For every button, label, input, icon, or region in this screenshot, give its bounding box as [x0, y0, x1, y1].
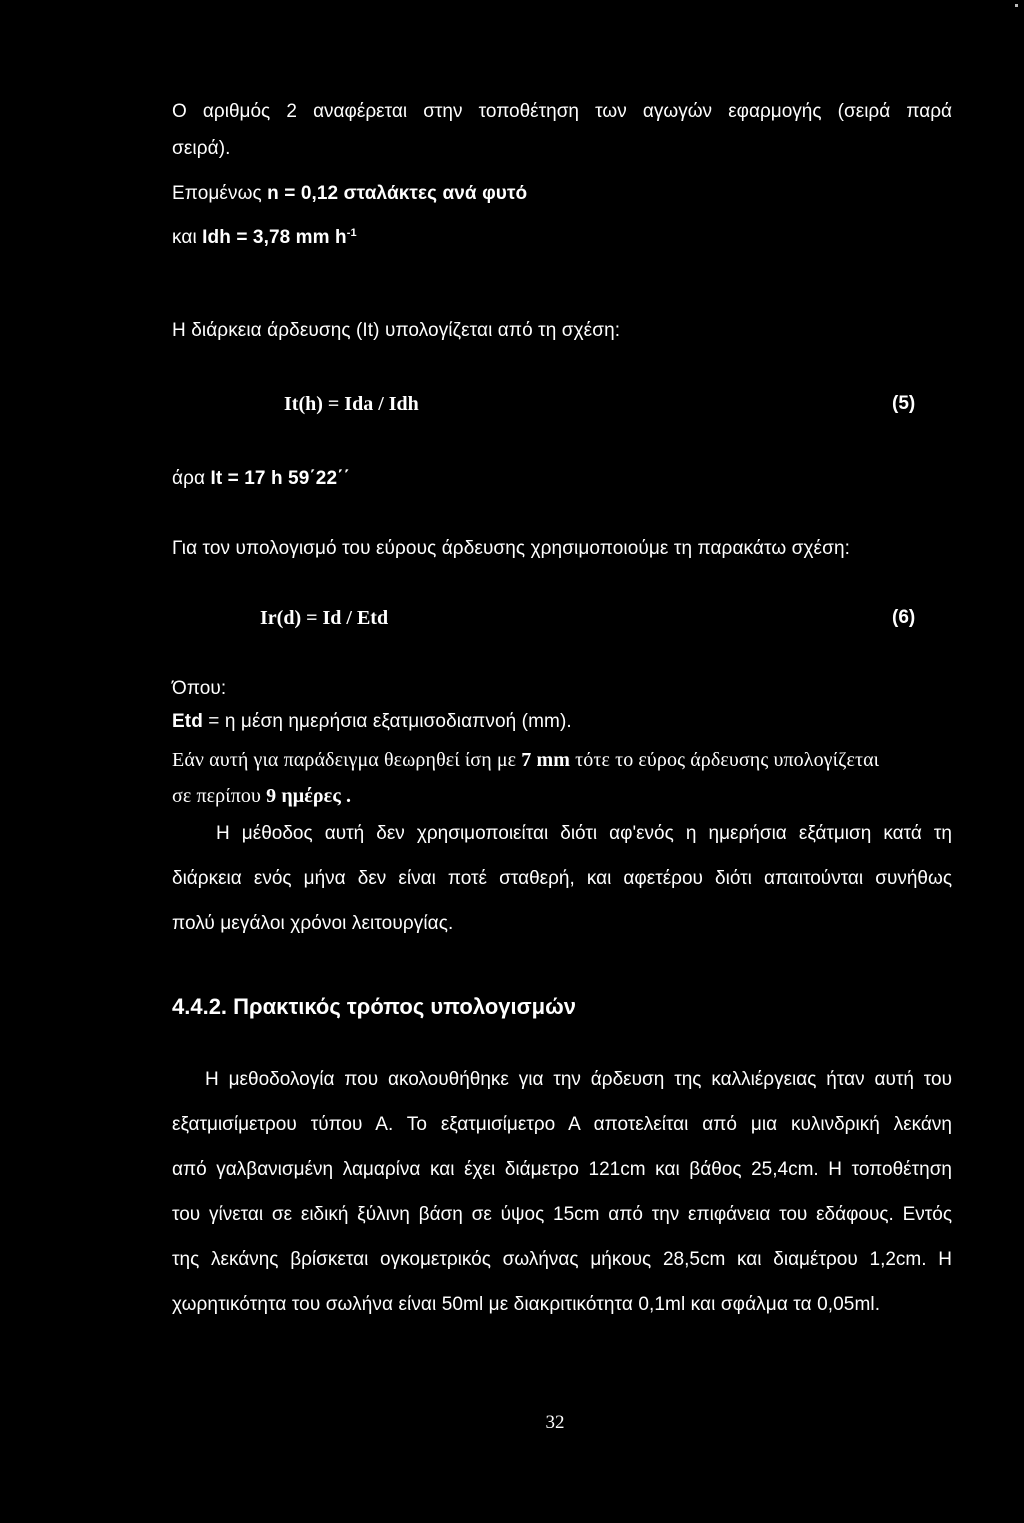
paragraph-line: Η μεθοδολογία που ακολουθήθηκε για την άρδευση της καλλιέργειας ήταν αυτή του	[205, 1069, 952, 1090]
example-text: .	[340, 785, 352, 807]
etd-definition	[172, 710, 572, 734]
example-text: σε περίπου	[172, 785, 267, 807]
paragraph-line: διάρκεια ενός μήνα δεν είναι ποτέ σταθερή, και αφετέρου διότι απαιτούνται συνήθως	[172, 868, 952, 889]
example-value: 7 mm	[521, 749, 571, 771]
duration-result	[172, 467, 350, 491]
paragraph-line: πολύ μεγάλοι χρόνοι λειτουργίας.	[172, 913, 454, 934]
duration-intro: Η διάρκεια άρδευσης (It) υπολογίζεται από τη σχέση:	[172, 320, 621, 341]
etd-text: = η μέση ημερήσια εξατμισοδιαπνοή (mm).	[202, 711, 572, 732]
equation-6-formula: Ir(d) = Id / Etd	[260, 607, 389, 629]
where-label: Όπου:	[172, 678, 227, 699]
paragraph-line: Η μέθοδος αυτή δεν χρησιμοποιείται διότι αφ'ενός η ημερήσια εξάτμιση κατά τη	[216, 823, 952, 844]
example-line-2	[172, 784, 351, 808]
section-heading: 4.4.2. Πρακτικός τρόπος υπολογισμών	[172, 994, 576, 1019]
paragraph-line: χωρητικότητα του σωλήνα είναι 50ml με διακριτικότητα 0,1ml και σφάλμα τα 0,05ml.	[172, 1294, 881, 1315]
paragraph-line: Ο αριθμός 2 αναφέρεται στην τοποθέτηση των αγωγών εφαρμογής (σειρά παρά	[172, 101, 952, 122]
example-line-1	[172, 748, 879, 772]
idh-prefix: και	[172, 227, 203, 248]
paragraph-line: του γίνεται σε ειδική ξύλινη βάση σε ύψος 15cm από την επιφάνεια του εδάφους. Εντός	[172, 1204, 952, 1225]
paragraph-line: εξατμισίμετρου τύπου Α. Το εξατμισίμετρο Α αποτελείται από μια κυλινδρική λεκάνη	[172, 1114, 952, 1135]
n-value: n = 0,12 σταλάκτες ανά φυτό	[267, 183, 528, 204]
interval-intro: Για τον υπολογισμό του εύρους άρδευσης χρησιμοποιούμε τη παρακάτω σχέση:	[172, 538, 850, 559]
paragraph-line: της λεκάνης βρίσκεται ογκομετρικός σωλήνας μήκους 28,5cm και διαμέτρου 1,2cm. Η	[172, 1249, 952, 1270]
paragraph-line: από γαλβανισμένη λαμαρίνα και έχει διάμετρο 121cm και βάθος 25,4cm. Η τοποθέτηση	[172, 1159, 952, 1180]
n-value-line	[172, 182, 527, 206]
equation-5-formula: It(h) = Ida / Idh	[284, 393, 419, 415]
paragraph-line: σειρά).	[172, 138, 231, 159]
idh-exponent: -1	[346, 227, 357, 239]
equation-6-number: (6)	[892, 607, 916, 628]
idh-value: Idh = 3,78 mm h	[202, 227, 347, 248]
example-value: 9 ημέρες	[266, 785, 341, 807]
n-prefix: Επομένως	[172, 183, 268, 204]
equation-5-number: (5)	[892, 393, 916, 414]
page-number: 32	[545, 1412, 565, 1433]
result-prefix: άρα	[172, 468, 211, 489]
idh-value-line	[172, 226, 357, 250]
scan-artifact	[1015, 4, 1018, 7]
example-text: Εάν αυτή για παράδειγμα θεωρηθεί ίση με	[172, 749, 522, 771]
etd-term: Etd	[172, 711, 203, 732]
result-value: It = 17 h 59΄22΄΄	[210, 468, 350, 489]
example-text: τότε το εύρος άρδευσης υπολογίζεται	[570, 749, 880, 771]
